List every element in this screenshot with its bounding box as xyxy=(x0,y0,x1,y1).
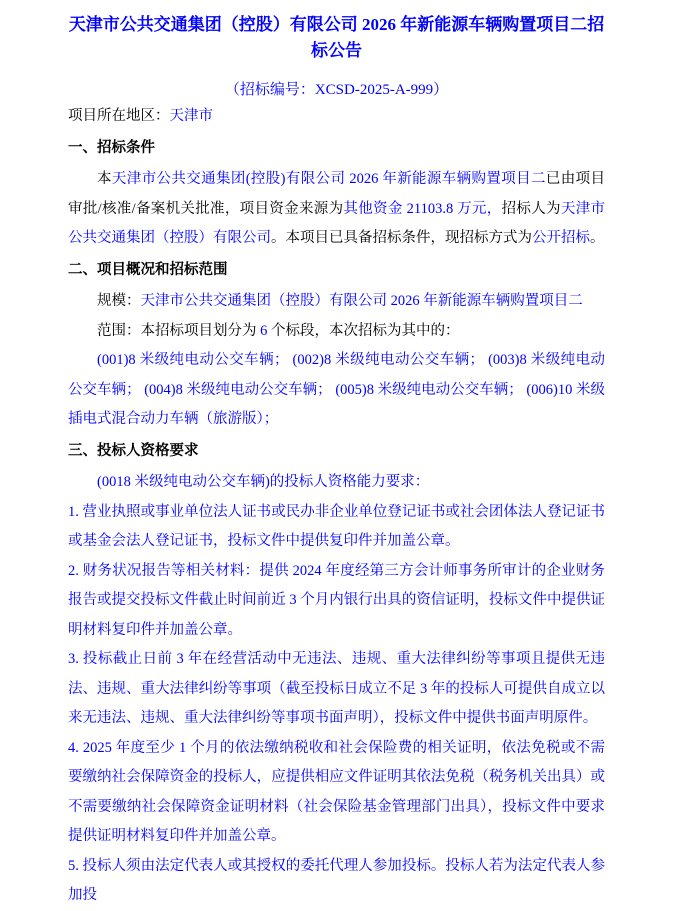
qualification-item-4: 4. 2025 年度至少 1 个月的依法缴纳税收和社会保险费的相关证明，依法免税或不需要缴纳社会保障资金的投标人，应提供相应文件证明其依法免税（税务机关出具）或不需要缴纳社会保障资金证明材料（社会保险基金管理部门出具），投标文件中要求提供证明材料复印件并加盖公章。 xyxy=(68,739,605,844)
scale-value: 天津市公共交通集团（控股）有限公司 2026 年新能源车辆购置项目二 xyxy=(140,293,583,309)
text-run: 天津市公共交通集团(控股)有限公司 2026 年新能源车辆购置项目二 xyxy=(111,171,546,187)
tender-number: （招标编号：XCSD-2025-A-999） xyxy=(224,82,449,98)
project-scope-line xyxy=(68,317,605,347)
project-scale-line xyxy=(68,287,605,317)
text-run: 6 xyxy=(260,322,271,339)
location-label: 项目所在地区： xyxy=(68,108,170,124)
text-run: 。本项目已具备招标条件，现招标方式为 xyxy=(271,230,532,246)
document-page xyxy=(0,12,673,903)
text-run: 天津市公共交通集团（控股）有限公司 xyxy=(68,200,606,246)
text-run: 个标段，本次招标为其中的： xyxy=(271,322,460,339)
qualification-intro-line: (0018 米级纯电动公交车辆)的投标人资格能力要求： xyxy=(97,474,430,490)
section-1-heading: 一、招标条件 xyxy=(68,139,155,156)
text-run: 范围：本招标项目划分为 xyxy=(97,322,261,339)
text-run: 。 xyxy=(590,230,605,246)
project-location-line xyxy=(68,102,605,132)
lots-list-paragraph: (001)8 米级纯电动公交车辆； (002)8 米级纯电动公交车辆； (003)8 米级纯电动公交车辆； (004)8 米级纯电动公交车辆； (005)8 米级纯电动公交车辆； (006)10 米级插电式混合动力车辆（旅游版）； xyxy=(68,352,605,427)
text-run: 本 xyxy=(97,171,112,187)
text-run: 招标人为 xyxy=(501,200,561,217)
qualification-item-2: 2. 财务状况报告等相关材料：提供 2024 年度经第三方会计师事务所审计的企业财务报告或提交投标文件截止时间前近 3 个月内银行出具的资信证明，投标文件中提供证明材料复印件并加盖公章。 xyxy=(68,562,605,638)
text-run: 已由项目审批/核准/备案机关批准，项目资金来源为 xyxy=(68,171,606,217)
page-title: 天津市公共交通集团（控股）有限公司 2026 年新能源车辆购置项目二招标公告 xyxy=(68,15,605,60)
qualification-item-3: 3. 投标截止日前 3 年在经营活动中无违法、违规、重大法律纠纷等事项且提供无违法、违规、重大法律纠纷等事项（截至投标日成立不足 3 年的投标人可提供自成立以来无违法、违规、重大法律纠纷等事项书面声明），投标文件中提供书面声明原件。 xyxy=(68,651,605,726)
qualification-item-1: 1. 营业执照或事业单位法人证书或民办非企业单位登记证书或社会团体法人登记证书或基金会法人登记证书，投标文件中提供复印件并加盖公章。 xyxy=(68,503,605,549)
section-2-heading: 二、项目概况和招标范围 xyxy=(68,261,228,278)
scale-label: 规模： xyxy=(97,293,141,309)
section-3-heading: 三、投标人资格要求 xyxy=(68,442,199,459)
text-run: 公开招标 xyxy=(532,230,590,246)
location-value: 天津市 xyxy=(169,108,213,124)
section-1-paragraph xyxy=(68,165,605,254)
text-run: 其他资金 21103.8 万元， xyxy=(343,200,502,217)
qualification-item-5: 5. 投标人须由法定代表人或其授权的委托代理人参加投标。投标人若为法定代表人参加投 xyxy=(68,857,605,903)
